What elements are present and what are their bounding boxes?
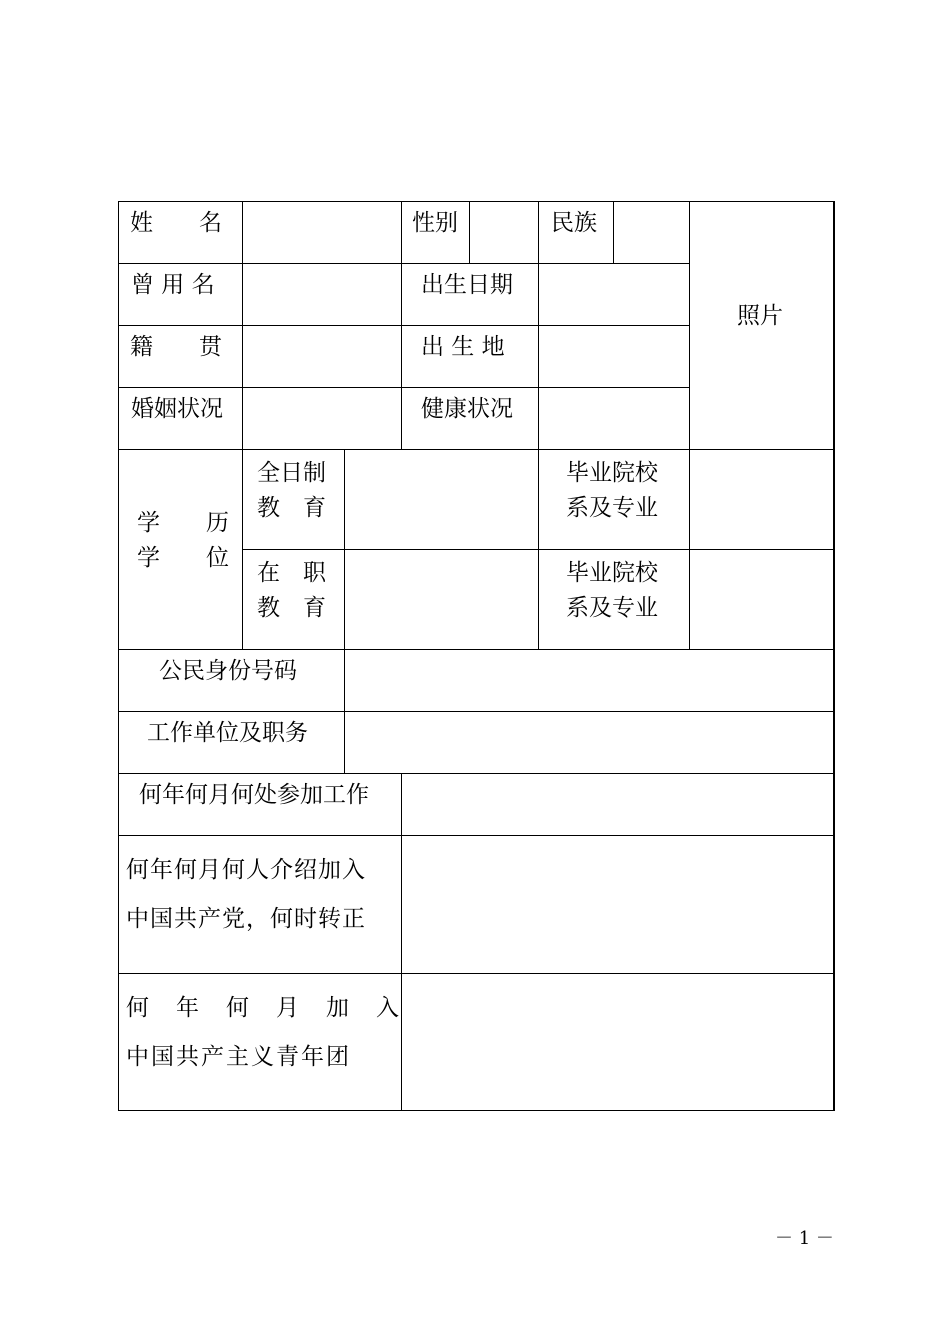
league-label-line2: 中国共产主义青年团	[126, 1044, 351, 1070]
health-status-label: 健康状况	[421, 396, 513, 422]
gender-field[interactable]	[470, 202, 538, 263]
inservice-school-field[interactable]	[690, 550, 834, 649]
col-divider	[401, 201, 402, 449]
name-field[interactable]	[243, 202, 401, 263]
employer-field[interactable]	[345, 712, 834, 773]
party-join-field[interactable]	[402, 836, 834, 973]
health-status-field[interactable]	[539, 388, 689, 449]
league-join-label	[126, 984, 401, 1082]
inservice-school-line1: 毕业院校	[566, 560, 658, 586]
party-join-label	[126, 846, 396, 944]
table-right-edge	[834, 201, 835, 1111]
inservice-education-label	[257, 556, 326, 626]
league-join-field[interactable]	[402, 974, 834, 1111]
league-label-line1: 何 年 何 月 加 入	[126, 995, 401, 1021]
inservice-school-line2: 系及专业	[566, 595, 658, 621]
fulltime-school-field[interactable]	[690, 450, 834, 549]
id-number-label: 公民身份号码	[159, 658, 297, 684]
name-label: 姓 名	[130, 210, 222, 236]
education-label-line2: 学 位	[137, 545, 229, 571]
fulltime-school-line2: 系及专业	[566, 495, 658, 521]
education-label-line1: 学 历	[137, 510, 229, 536]
gender-label: 性别	[412, 210, 458, 236]
fulltime-school-label	[566, 456, 658, 526]
birth-date-field[interactable]	[539, 264, 689, 325]
marital-status-field[interactable]	[243, 388, 401, 449]
birthplace-field[interactable]	[539, 326, 689, 387]
education-degree-label	[137, 506, 229, 576]
inservice-school-label	[566, 556, 658, 626]
fulltime-education-field[interactable]	[345, 450, 538, 549]
inservice-education-field[interactable]	[345, 550, 538, 649]
ethnicity-label: 民族	[551, 210, 597, 236]
fulltime-school-line1: 毕业院校	[566, 460, 658, 486]
native-place-label: 籍 贯	[130, 334, 222, 360]
fulltime-label-line1: 全日制	[257, 460, 326, 486]
fulltime-education-label	[257, 456, 326, 526]
work-start-label: 何年何月何处参加工作	[139, 782, 369, 808]
marital-status-label: 婚姻状况	[131, 396, 223, 422]
native-place-field[interactable]	[243, 326, 401, 387]
former-name-label: 曾 用 名	[131, 272, 215, 298]
party-label-line2: 中国共产党，何时转正	[126, 906, 366, 932]
photo-label: 照片	[737, 303, 783, 329]
fulltime-label-line2: 教 育	[257, 495, 326, 521]
party-label-line1: 何年何月何人介绍加入	[126, 857, 366, 883]
employer-label: 工作单位及职务	[147, 720, 308, 746]
birthplace-label: 出 生 地	[421, 334, 505, 360]
inservice-label-line2: 教 育	[257, 595, 326, 621]
birth-date-label: 出生日期	[421, 272, 513, 298]
id-number-field[interactable]	[345, 650, 834, 711]
former-name-field[interactable]	[243, 264, 401, 325]
page-number: － 1 －	[775, 1228, 834, 1249]
inservice-label-line1: 在 职	[257, 560, 326, 586]
work-start-field[interactable]	[402, 774, 834, 835]
ethnicity-field[interactable]	[614, 202, 689, 263]
